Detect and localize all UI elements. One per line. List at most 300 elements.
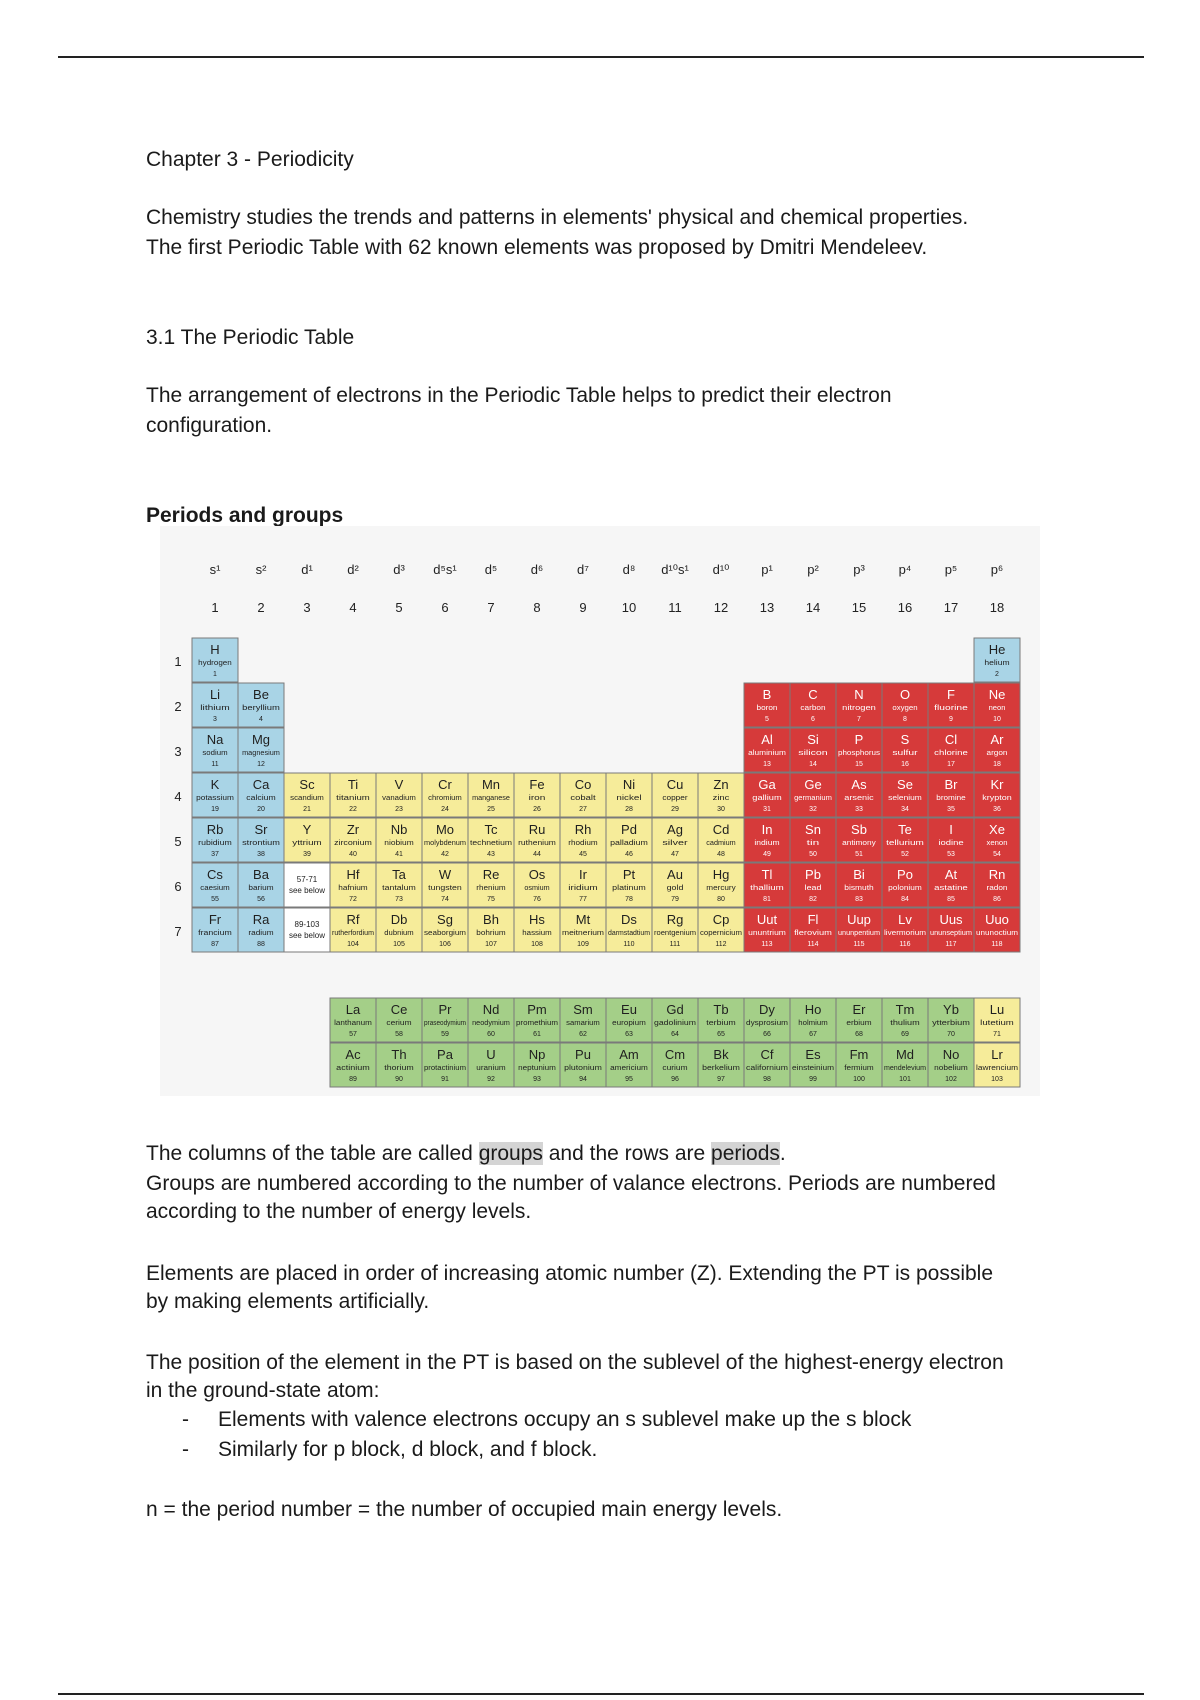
section-para-line-2: configuration. bbox=[146, 414, 273, 437]
element-atomic-number: 48 bbox=[717, 851, 725, 858]
element-name: hydrogen bbox=[198, 660, 232, 667]
element-symbol: Pa bbox=[437, 1047, 453, 1062]
element-symbol: In bbox=[761, 822, 773, 837]
element-name: oxygen bbox=[892, 705, 918, 712]
element-symbol: Sb bbox=[851, 822, 867, 837]
group-number: 15 bbox=[851, 600, 867, 615]
element-symbol: Zn bbox=[713, 777, 729, 792]
element-name: lead bbox=[804, 885, 822, 892]
placeholder-range: 57-71 bbox=[296, 875, 318, 884]
element-name: holmium bbox=[798, 1020, 828, 1027]
orbital-label: d⁷ bbox=[577, 562, 589, 577]
element-name: iodine bbox=[938, 840, 964, 847]
element-name: carbon bbox=[800, 705, 826, 712]
element-atomic-number: 55 bbox=[211, 896, 219, 903]
element-atomic-number: 69 bbox=[901, 1031, 909, 1038]
element-name: curium bbox=[662, 1065, 688, 1072]
element-symbol: Cu bbox=[666, 777, 684, 792]
element-name: mercury bbox=[706, 885, 737, 892]
element-name: actinium bbox=[336, 1065, 371, 1072]
element-symbol: K bbox=[210, 777, 220, 792]
element-name: zirconium bbox=[334, 840, 373, 847]
element-atomic-number: 14 bbox=[809, 761, 817, 768]
element-atomic-number: 115 bbox=[853, 941, 865, 948]
element-atomic-number: 16 bbox=[901, 761, 909, 768]
element-name: copernicium bbox=[700, 930, 743, 937]
element-name: vanadium bbox=[382, 795, 416, 802]
element-atomic-number: 5 bbox=[765, 716, 769, 723]
element-name: einsteinium bbox=[792, 1065, 835, 1072]
element-name: beryllium bbox=[242, 705, 281, 712]
element-symbol: Ra bbox=[252, 912, 270, 927]
element-atomic-number: 79 bbox=[671, 896, 679, 903]
element-name: ununtrium bbox=[748, 930, 787, 937]
chapter-title: Chapter 3 - Periodicity bbox=[146, 148, 354, 171]
element-atomic-number: 2 bbox=[995, 671, 999, 678]
element-atomic-number: 51 bbox=[855, 851, 863, 858]
element-symbol: Ba bbox=[253, 867, 269, 882]
element-symbol: At bbox=[944, 867, 958, 882]
element-atomic-number: 64 bbox=[671, 1031, 679, 1038]
element-symbol: Ho bbox=[804, 1002, 822, 1017]
para-columns bbox=[146, 1139, 786, 1168]
element-atomic-number: 66 bbox=[763, 1031, 771, 1038]
element-atomic-number: 1 bbox=[213, 671, 217, 678]
orbital-label: p³ bbox=[853, 562, 865, 577]
element-symbol: Mo bbox=[435, 822, 455, 837]
element-symbol: Zr bbox=[346, 822, 360, 837]
element-name: selenium bbox=[888, 795, 923, 802]
para-groups-line-2: according to the number of energy levels. bbox=[146, 1200, 532, 1223]
period-number: 5 bbox=[174, 834, 182, 849]
element-name: dysprosium bbox=[746, 1020, 789, 1027]
element-name: helium bbox=[984, 660, 1010, 667]
element-symbol: Ru bbox=[528, 822, 546, 837]
placeholder-cell bbox=[284, 863, 330, 907]
group-number: 4 bbox=[349, 600, 357, 615]
element-symbol: B bbox=[762, 687, 772, 702]
element-symbol: N bbox=[854, 687, 864, 702]
element-atomic-number: 81 bbox=[763, 896, 771, 903]
element-name: tellurium bbox=[886, 840, 925, 847]
element-symbol: Pu bbox=[575, 1047, 591, 1062]
para-position-line-2: in the ground-state atom: bbox=[146, 1379, 380, 1402]
element-name: arsenic bbox=[844, 795, 875, 802]
element-symbol: Ce bbox=[390, 1002, 408, 1017]
element-atomic-number: 36 bbox=[993, 806, 1001, 813]
element-name: iridium bbox=[568, 885, 598, 892]
element-atomic-number: 99 bbox=[809, 1076, 817, 1083]
final-line: n = the period number = the number of occupied main energy levels. bbox=[146, 1498, 783, 1521]
element-symbol: Sn bbox=[805, 822, 821, 837]
period-number: 6 bbox=[174, 879, 182, 894]
element-symbol: Ge bbox=[804, 777, 822, 792]
element-name: lawrencium bbox=[976, 1065, 1019, 1072]
element-symbol: Uup bbox=[847, 912, 871, 927]
element-symbol: Ni bbox=[622, 777, 636, 792]
element-symbol: Rg bbox=[666, 912, 684, 927]
element-name: germanium bbox=[794, 795, 833, 802]
element-atomic-number: 25 bbox=[487, 806, 495, 813]
period-number: 2 bbox=[174, 699, 182, 714]
element-atomic-number: 60 bbox=[487, 1031, 495, 1038]
element-atomic-number: 39 bbox=[303, 851, 311, 858]
element-symbol: Ir bbox=[579, 867, 587, 882]
element-atomic-number: 107 bbox=[485, 941, 497, 948]
element-atomic-number: 40 bbox=[349, 851, 357, 858]
element-name: polonium bbox=[888, 885, 922, 892]
element-name: fermium bbox=[844, 1065, 874, 1072]
element-symbol: Er bbox=[852, 1002, 866, 1017]
element-name: antimony bbox=[842, 840, 877, 847]
element-atomic-number: 23 bbox=[395, 806, 403, 813]
element-name: caesium bbox=[200, 885, 230, 892]
element-atomic-number: 8 bbox=[903, 716, 907, 723]
element-name: radium bbox=[248, 930, 274, 937]
element-name: aluminium bbox=[748, 750, 787, 757]
element-name: thulium bbox=[890, 1020, 920, 1027]
element-symbol: Ag bbox=[667, 822, 683, 837]
para-order-line-1: Elements are placed in order of increasing atomic number (Z). Extending the PT is possible bbox=[146, 1262, 994, 1285]
orbital-label: d⁶ bbox=[530, 562, 544, 577]
orbital-label: p⁴ bbox=[898, 562, 912, 577]
element-symbol: Cr bbox=[438, 777, 452, 792]
element-symbol: Al bbox=[761, 732, 773, 747]
element-name: copper bbox=[662, 795, 689, 802]
element-symbol: He bbox=[988, 642, 1006, 657]
element-atomic-number: 27 bbox=[579, 806, 587, 813]
element-symbol: W bbox=[438, 867, 452, 882]
element-atomic-number: 56 bbox=[257, 896, 265, 903]
element-symbol: Y bbox=[302, 822, 312, 837]
element-name: silver bbox=[662, 840, 689, 847]
element-symbol: Mt bbox=[575, 912, 591, 927]
orbital-label: d⁸ bbox=[622, 562, 636, 577]
element-atomic-number: 63 bbox=[625, 1031, 633, 1038]
element-atomic-number: 114 bbox=[807, 941, 819, 948]
element-name: promethium bbox=[516, 1020, 559, 1027]
element-symbol: Gd bbox=[666, 1002, 684, 1017]
element-atomic-number: 88 bbox=[257, 941, 265, 948]
element-name: darmstadtium bbox=[608, 930, 651, 937]
element-name: dubnium bbox=[384, 930, 414, 937]
group-number: 14 bbox=[805, 600, 821, 615]
element-atomic-number: 3 bbox=[213, 716, 217, 723]
element-atomic-number: 73 bbox=[395, 896, 403, 903]
element-symbol: Hs bbox=[529, 912, 545, 927]
placeholder-note: see below bbox=[288, 931, 326, 940]
orbital-label: p⁵ bbox=[944, 562, 958, 577]
element-symbol: Ac bbox=[345, 1047, 361, 1062]
element-atomic-number: 117 bbox=[945, 941, 957, 948]
element-atomic-number: 70 bbox=[947, 1031, 955, 1038]
element-name: protactinium bbox=[424, 1065, 467, 1072]
group-number: 3 bbox=[303, 600, 311, 615]
element-symbol: Nb bbox=[390, 822, 408, 837]
element-symbol: Rf bbox=[346, 912, 360, 927]
element-symbol: Uut bbox=[756, 912, 778, 927]
element-atomic-number: 90 bbox=[395, 1076, 403, 1083]
element-atomic-number: 49 bbox=[763, 851, 771, 858]
element-name: tungsten bbox=[428, 885, 462, 892]
bullet-dash: - bbox=[182, 1408, 189, 1431]
orbital-label: d¹⁰s¹ bbox=[661, 562, 689, 577]
element-atomic-number: 87 bbox=[211, 941, 219, 948]
element-name: tantalum bbox=[382, 885, 416, 892]
element-name: zinc bbox=[712, 795, 731, 802]
element-name: europium bbox=[612, 1020, 646, 1027]
element-symbol: Sm bbox=[573, 1002, 593, 1017]
element-symbol: Po bbox=[897, 867, 913, 882]
element-atomic-number: 75 bbox=[487, 896, 495, 903]
para-columns-post: . bbox=[779, 1142, 786, 1165]
element-atomic-number: 80 bbox=[717, 896, 725, 903]
element-symbol: F bbox=[947, 687, 955, 702]
element-name: cadmium bbox=[706, 840, 736, 847]
element-name: titanium bbox=[336, 795, 371, 802]
element-atomic-number: 98 bbox=[763, 1076, 771, 1083]
element-symbol: Pt bbox=[622, 867, 636, 882]
element-symbol: Ta bbox=[392, 867, 406, 882]
element-symbol: Bk bbox=[713, 1047, 729, 1062]
placeholder-note: see below bbox=[288, 886, 326, 895]
element-atomic-number: 34 bbox=[901, 806, 909, 813]
element-atomic-number: 52 bbox=[901, 851, 909, 858]
para-columns-pre: The columns of the table are called bbox=[146, 1142, 479, 1165]
element-name: thallium bbox=[750, 885, 785, 892]
element-symbol: Lu bbox=[989, 1002, 1005, 1017]
element-atomic-number: 105 bbox=[393, 941, 405, 948]
element-name: rubidium bbox=[198, 840, 232, 847]
element-atomic-number: 47 bbox=[671, 851, 679, 858]
element-symbol: Tl bbox=[761, 867, 773, 882]
element-symbol: Rh bbox=[574, 822, 592, 837]
block-bullet-list bbox=[146, 1405, 911, 1465]
element-name: barium bbox=[248, 885, 274, 892]
element-symbol: Li bbox=[209, 687, 221, 702]
group-number: 10 bbox=[621, 600, 637, 615]
element-atomic-number: 50 bbox=[809, 851, 817, 858]
element-name: calcium bbox=[246, 795, 276, 802]
element-name: scandium bbox=[290, 795, 324, 802]
element-name: ununoctium bbox=[976, 930, 1019, 937]
group-number: 12 bbox=[713, 600, 729, 615]
bullet-text: Similarly for p block, d block, and f block. bbox=[218, 1438, 598, 1461]
element-symbol: Tb bbox=[713, 1002, 729, 1017]
element-symbol: V bbox=[394, 777, 404, 792]
period-number: 1 bbox=[174, 654, 182, 669]
element-name: platinum bbox=[612, 885, 647, 892]
para-position-line-1: The position of the element in the PT is based on the sublevel of the highest-energy electron bbox=[146, 1351, 1004, 1374]
element-symbol: Lv bbox=[898, 912, 912, 927]
element-symbol: Ne bbox=[988, 687, 1006, 702]
element-name: mendelevium bbox=[884, 1065, 927, 1072]
element-name: hassium bbox=[522, 930, 552, 937]
element-symbol: Ca bbox=[252, 777, 270, 792]
element-name: magnesium bbox=[242, 750, 281, 757]
element-atomic-number: 42 bbox=[441, 851, 449, 858]
element-name: cerium bbox=[386, 1020, 412, 1027]
element-name: strontium bbox=[242, 840, 281, 847]
element-symbol: Rn bbox=[988, 867, 1006, 882]
element-name: neodymium bbox=[472, 1020, 511, 1027]
para-columns-mid: and the rows are bbox=[542, 1142, 712, 1165]
element-name: plutonium bbox=[564, 1065, 603, 1072]
element-atomic-number: 101 bbox=[899, 1076, 911, 1083]
element-atomic-number: 106 bbox=[439, 941, 451, 948]
element-symbol: S bbox=[900, 732, 910, 747]
element-name: berkelium bbox=[702, 1065, 741, 1072]
period-number: 7 bbox=[174, 924, 182, 939]
element-name: bohrium bbox=[476, 930, 506, 937]
element-name: radon bbox=[986, 885, 1008, 892]
group-number: 11 bbox=[668, 600, 682, 615]
element-symbol: Cf bbox=[760, 1047, 774, 1062]
element-atomic-number: 9 bbox=[949, 716, 953, 723]
element-symbol: Bi bbox=[853, 867, 865, 882]
element-atomic-number: 21 bbox=[303, 806, 311, 813]
element-name: uranium bbox=[476, 1065, 506, 1072]
element-name: molybdenum bbox=[424, 840, 467, 847]
element-atomic-number: 65 bbox=[717, 1031, 725, 1038]
element-atomic-number: 86 bbox=[993, 896, 1001, 903]
placeholder-range: 89-103 bbox=[294, 920, 320, 929]
element-atomic-number: 82 bbox=[809, 896, 817, 903]
element-name: lutetium bbox=[980, 1020, 1015, 1027]
element-symbol: Br bbox=[944, 777, 958, 792]
para-order-line-2: by making elements artificially. bbox=[146, 1290, 430, 1313]
element-symbol: Uus bbox=[939, 912, 963, 927]
element-name: rutherfordium bbox=[332, 930, 375, 937]
element-symbol: Tc bbox=[484, 822, 498, 837]
header-rule bbox=[58, 56, 1144, 58]
element-symbol: Ar bbox=[990, 732, 1004, 747]
orbital-label: d⁵ bbox=[484, 562, 498, 577]
element-atomic-number: 59 bbox=[441, 1031, 449, 1038]
element-atomic-number: 109 bbox=[577, 941, 589, 948]
element-symbol: Xe bbox=[989, 822, 1005, 837]
element-name: gadolinium bbox=[654, 1020, 697, 1027]
element-atomic-number: 38 bbox=[257, 851, 265, 858]
element-atomic-number: 92 bbox=[487, 1076, 495, 1083]
element-atomic-number: 24 bbox=[441, 806, 449, 813]
element-atomic-number: 18 bbox=[993, 761, 1001, 768]
element-symbol: Uuo bbox=[985, 912, 1009, 927]
element-name: americium bbox=[610, 1065, 649, 1072]
element-symbol: Au bbox=[667, 867, 683, 882]
element-atomic-number: 112 bbox=[715, 941, 727, 948]
element-symbol: Cm bbox=[664, 1047, 686, 1062]
element-symbol: Cs bbox=[207, 867, 223, 882]
element-name: chlorine bbox=[934, 750, 968, 757]
element-symbol: Pd bbox=[621, 822, 637, 837]
element-symbol: Cd bbox=[712, 822, 730, 837]
element-symbol: Pb bbox=[805, 867, 821, 882]
element-name: lanthanum bbox=[334, 1020, 373, 1027]
group-number: 13 bbox=[759, 600, 775, 615]
element-name: californium bbox=[746, 1065, 789, 1072]
element-symbol: Mn bbox=[481, 777, 501, 792]
element-name: thorium bbox=[384, 1065, 414, 1072]
element-name: tin bbox=[806, 840, 820, 847]
element-name: terbium bbox=[706, 1020, 736, 1027]
element-atomic-number: 97 bbox=[717, 1076, 725, 1083]
element-atomic-number: 53 bbox=[947, 851, 955, 858]
element-symbol: Fe bbox=[529, 777, 545, 792]
element-name: xenon bbox=[986, 840, 1008, 847]
element-atomic-number: 28 bbox=[625, 806, 633, 813]
element-atomic-number: 68 bbox=[855, 1031, 863, 1038]
element-atomic-number: 113 bbox=[761, 941, 773, 948]
list-item bbox=[146, 1405, 911, 1435]
element-symbol: Si bbox=[807, 732, 819, 747]
element-atomic-number: 46 bbox=[625, 851, 633, 858]
element-symbol: Re bbox=[482, 867, 500, 882]
element-name: palladium bbox=[610, 840, 649, 847]
element-symbol: Yb bbox=[943, 1002, 959, 1017]
element-name: yttrium bbox=[292, 840, 322, 847]
element-name: fluorine bbox=[934, 705, 968, 712]
element-atomic-number: 100 bbox=[853, 1076, 865, 1083]
footer-rule bbox=[58, 1693, 1144, 1695]
element-name: ruthenium bbox=[518, 840, 557, 847]
intro-line-2: The first Periodic Table with 62 known elements was proposed by Dmitri Mendeleev. bbox=[146, 236, 928, 259]
element-name: rhenium bbox=[476, 885, 506, 892]
element-symbol: Lr bbox=[991, 1047, 1003, 1062]
element-symbol: C bbox=[808, 687, 818, 702]
element-name: meitnerium bbox=[562, 930, 605, 937]
element-symbol: Sr bbox=[254, 822, 268, 837]
group-number: 18 bbox=[989, 600, 1005, 615]
element-name: praseodymium bbox=[424, 1020, 467, 1027]
orbital-label: d¹ bbox=[301, 562, 313, 577]
element-symbol: Ga bbox=[758, 777, 776, 792]
element-name: francium bbox=[198, 930, 233, 937]
element-atomic-number: 96 bbox=[671, 1076, 679, 1083]
orbital-label: s² bbox=[255, 562, 267, 577]
element-atomic-number: 32 bbox=[809, 806, 817, 813]
element-name: chromium bbox=[428, 795, 462, 802]
element-symbol: Sg bbox=[437, 912, 453, 927]
element-name: niobium bbox=[384, 840, 414, 847]
element-name: ununpentium bbox=[838, 930, 881, 937]
element-symbol: Dy bbox=[759, 1002, 775, 1017]
element-name: roentgenium bbox=[654, 930, 697, 937]
element-atomic-number: 93 bbox=[533, 1076, 541, 1083]
element-atomic-number: 45 bbox=[579, 851, 587, 858]
element-name: argon bbox=[986, 750, 1008, 757]
element-atomic-number: 29 bbox=[671, 806, 679, 813]
group-number: 2 bbox=[257, 600, 265, 615]
element-atomic-number: 15 bbox=[855, 761, 863, 768]
element-symbol: Db bbox=[390, 912, 408, 927]
element-name: seaborgium bbox=[424, 930, 467, 937]
element-atomic-number: 33 bbox=[855, 806, 863, 813]
element-atomic-number: 110 bbox=[623, 941, 635, 948]
element-symbol: Ti bbox=[347, 777, 359, 792]
element-name: boron bbox=[756, 705, 778, 712]
element-symbol: Th bbox=[391, 1047, 407, 1062]
element-symbol: As bbox=[851, 777, 867, 792]
element-atomic-number: 62 bbox=[579, 1031, 587, 1038]
group-number: 9 bbox=[579, 600, 587, 615]
element-atomic-number: 94 bbox=[579, 1076, 587, 1083]
element-name: manganese bbox=[472, 795, 510, 802]
periods-heading: Periods and groups bbox=[146, 504, 344, 527]
bullet-text: Elements with valence electrons occupy an s sublevel make up the s block bbox=[218, 1408, 912, 1431]
period-number: 4 bbox=[174, 789, 182, 804]
orbital-label: d¹⁰ bbox=[712, 562, 730, 577]
